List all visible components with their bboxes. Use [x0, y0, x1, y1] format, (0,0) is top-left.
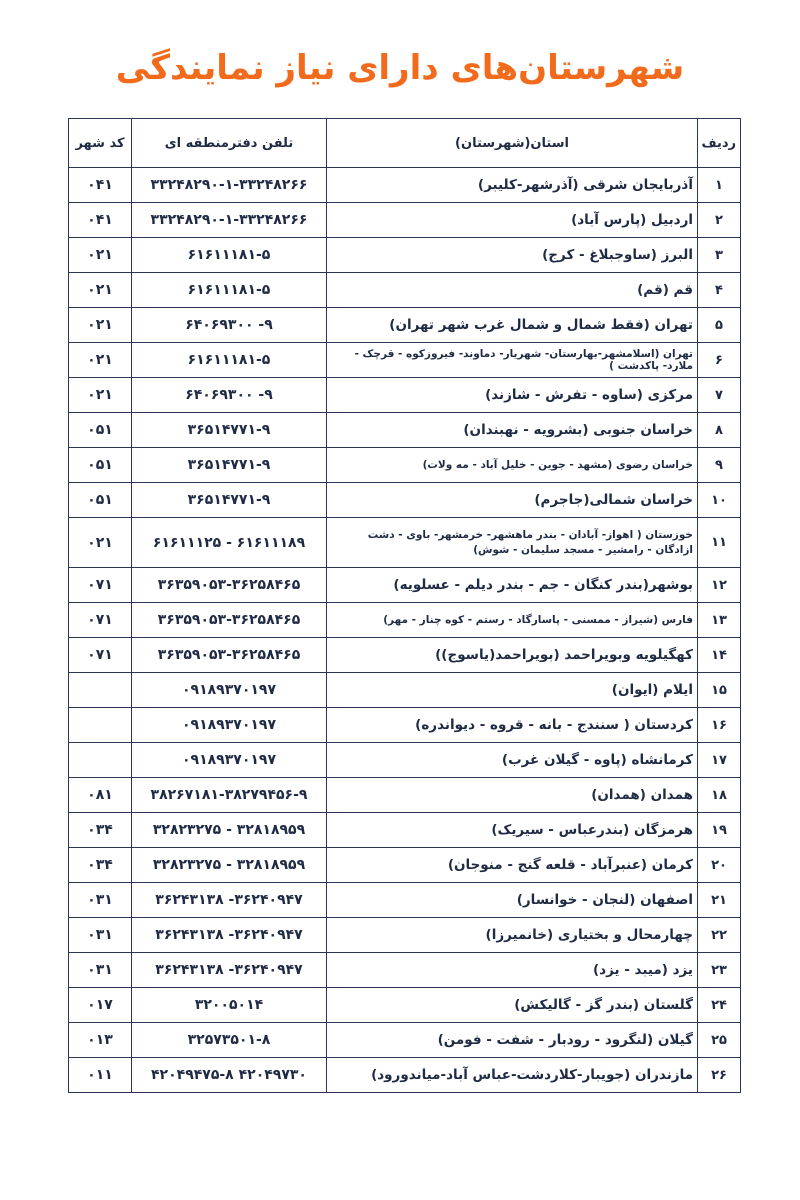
province-cell: گیلان (لنگرود - رودبار - شفت - فومن): [327, 1023, 698, 1058]
table-row: [69, 518, 741, 568]
row-number-cell: ۱۵: [698, 673, 741, 708]
city-code-cell: ۰۷۱: [69, 568, 132, 603]
phone-cell: ۳۲۵۷۳۵۰۱-۸: [132, 1023, 327, 1058]
province-cell: خراسان جنوبی (بشرویه - نهبندان): [327, 413, 698, 448]
phone-cell: ۳۶۵۱۴۷۷۱-۹: [132, 448, 327, 483]
city-code-cell: ۰۳۴: [69, 848, 132, 883]
province-cell: همدان (همدان): [327, 778, 698, 813]
row-number-cell: ۲۰: [698, 848, 741, 883]
table-row: [69, 203, 741, 238]
province-cell: کرمانشاه (پاوه - گیلان غرب): [327, 743, 698, 778]
row-number-cell: ۳: [698, 238, 741, 273]
phone-cell: ۳۶۲۴۳۱۳۸ -۳۶۲۴۰۹۴۷: [132, 883, 327, 918]
page-title: شهرستان‌های دارای نیاز نمایندگی: [115, 48, 685, 88]
table-row: [69, 918, 741, 953]
province-cell: مرکزی (ساوه - تفرش - شازند): [327, 378, 698, 413]
city-code-cell: ۰۱۱: [69, 1058, 132, 1093]
city-code-cell: ۰۲۱: [69, 343, 132, 378]
city-code-cell: ۰۲۱: [69, 308, 132, 343]
phone-cell: ۶۴۰۶۹۳۰۰ -۹: [132, 308, 327, 343]
province-cell: اردبیل (پارس آباد): [327, 203, 698, 238]
phone-cell: ۰۹۱۸۹۳۷۰۱۹۷: [132, 708, 327, 743]
province-cell: یزد (میبد - یزد): [327, 953, 698, 988]
city-code-cell: ۰۲۱: [69, 273, 132, 308]
city-code-cell: ۰۴۱: [69, 203, 132, 238]
row-number-cell: ۱۰: [698, 483, 741, 518]
phone-cell: ۳۳۲۴۸۲۹۰-۱-۳۳۲۴۸۲۶۶: [132, 203, 327, 238]
phone-cell: ۶۱۶۱۱۱۲۵ - ۶۱۶۱۱۱۸۹: [132, 518, 327, 568]
row-number-cell: ۱۶: [698, 708, 741, 743]
header-row-number: ردیف: [698, 119, 741, 168]
table-row: [69, 813, 741, 848]
city-code-cell: ۰۵۱: [69, 483, 132, 518]
phone-cell: ۶۴۰۶۹۳۰۰ -۹: [132, 378, 327, 413]
row-number-cell: ۲۲: [698, 918, 741, 953]
phone-cell: ۳۶۵۱۴۷۷۱-۹: [132, 413, 327, 448]
phone-cell: ۴۲۰۴۹۴۷۵-۸ ۴۲۰۴۹۷۳۰: [132, 1058, 327, 1093]
table-row: [69, 568, 741, 603]
agency-table: [68, 118, 741, 1093]
table-row: [69, 953, 741, 988]
city-code-cell: ۰۵۱: [69, 413, 132, 448]
row-number-cell: ۲۴: [698, 988, 741, 1023]
city-code-cell: ۰۳۱: [69, 918, 132, 953]
row-number-cell: ۷: [698, 378, 741, 413]
city-code-cell: ۰۳۱: [69, 883, 132, 918]
row-number-cell: ۲: [698, 203, 741, 238]
row-number-cell: ۱۷: [698, 743, 741, 778]
table-row: [69, 883, 741, 918]
header-city-code: کد شهر: [69, 119, 132, 168]
province-cell: کردستان ( سنندج - بانه - قروه - دیواندره): [327, 708, 698, 743]
table-row: [69, 848, 741, 883]
province-cell: اصفهان (لنجان - خوانسار): [327, 883, 698, 918]
province-cell: قم (قم): [327, 273, 698, 308]
phone-cell: ۳۸۲۶۷۱۸۱-۳۸۲۷۹۴۵۶-۹: [132, 778, 327, 813]
province-cell: البرز (ساوجبلاغ - کرج): [327, 238, 698, 273]
table-row: [69, 448, 741, 483]
table-body: [69, 168, 741, 1093]
table-row: [69, 308, 741, 343]
phone-cell: ۳۶۳۵۹۰۵۳-۳۶۲۵۸۴۶۵: [132, 603, 327, 638]
province-cell: خوزستان ( اهواز- آبادان - بندر ماهشهر- خرمشهر- باوی - دشت ازادگان - رامشیر - مسجد سلیمان - شوش): [327, 518, 698, 568]
table-row: [69, 1023, 741, 1058]
phone-cell: ۳۶۳۵۹۰۵۳-۳۶۲۵۸۴۶۵: [132, 568, 327, 603]
table-row: [69, 778, 741, 813]
row-number-cell: ۲۳: [698, 953, 741, 988]
table-header-row: [69, 119, 741, 168]
row-number-cell: ۵: [698, 308, 741, 343]
row-number-cell: ۶: [698, 343, 741, 378]
table-row: [69, 708, 741, 743]
province-cell: هرمزگان (بندرعباس - سیریک): [327, 813, 698, 848]
row-number-cell: ۱۲: [698, 568, 741, 603]
table-row: [69, 603, 741, 638]
table-row: [69, 988, 741, 1023]
city-code-cell: ۰۱۷: [69, 988, 132, 1023]
city-code-cell: ۰۳۴: [69, 813, 132, 848]
city-code-cell: ۰۴۱: [69, 168, 132, 203]
city-code-cell: [69, 708, 132, 743]
phone-cell: ۳۶۳۵۹۰۵۳-۳۶۲۵۸۴۶۵: [132, 638, 327, 673]
phone-cell: ۳۲۸۲۳۲۷۵ - ۳۲۸۱۸۹۵۹: [132, 813, 327, 848]
phone-cell: ۳۶۲۴۳۱۳۸ -۳۶۲۴۰۹۴۷: [132, 953, 327, 988]
row-number-cell: ۱۳: [698, 603, 741, 638]
table-row: [69, 378, 741, 413]
phone-cell: ۰۹۱۸۹۳۷۰۱۹۷: [132, 673, 327, 708]
phone-cell: ۶۱۶۱۱۱۸۱-۵: [132, 273, 327, 308]
phone-cell: ۶۱۶۱۱۱۸۱-۵: [132, 343, 327, 378]
header-province: استان(شهرستان): [327, 119, 698, 168]
row-number-cell: ۹: [698, 448, 741, 483]
table-row: [69, 743, 741, 778]
city-code-cell: ۰۷۱: [69, 638, 132, 673]
row-number-cell: ۱۴: [698, 638, 741, 673]
table-row: [69, 168, 741, 203]
city-code-cell: ۰۷۱: [69, 603, 132, 638]
province-cell: تهران (اسلامشهر-بهارستان- شهریار- دماوند- فیروزکوه - قرچک - ملارد- پاکدشت ): [327, 343, 698, 378]
row-number-cell: ۱: [698, 168, 741, 203]
row-number-cell: ۱۹: [698, 813, 741, 848]
row-number-cell: ۸: [698, 413, 741, 448]
table-row: [69, 413, 741, 448]
province-cell: ایلام (ایوان): [327, 673, 698, 708]
table-row: [69, 638, 741, 673]
table-row: [69, 273, 741, 308]
province-cell: کرمان (عنبرآباد - قلعه گنج - منوجان): [327, 848, 698, 883]
phone-cell: ۳۳۲۴۸۲۹۰-۱-۳۳۲۴۸۲۶۶: [132, 168, 327, 203]
phone-cell: ۶۱۶۱۱۱۸۱-۵: [132, 238, 327, 273]
city-code-cell: ۰۳۱: [69, 953, 132, 988]
province-cell: چهارمحال و بختیاری (خانمیرزا): [327, 918, 698, 953]
city-code-cell: [69, 743, 132, 778]
province-cell: خراسان رضوی (مشهد - جوین - خلیل آباد - مه ولات): [327, 448, 698, 483]
province-cell: گلستان (بندر گز - گالیکش): [327, 988, 698, 1023]
city-code-cell: ۰۸۱: [69, 778, 132, 813]
province-cell: آذربایجان شرقی (آذرشهر-کلیبر): [327, 168, 698, 203]
row-number-cell: ۱۱: [698, 518, 741, 568]
city-code-cell: ۰۲۱: [69, 238, 132, 273]
province-cell: تهران (فقط شمال و شمال غرب شهر تهران): [327, 308, 698, 343]
row-number-cell: ۴: [698, 273, 741, 308]
table-row: [69, 483, 741, 518]
table-row: [69, 238, 741, 273]
province-cell: فارس (شیراز - ممسنی - پاسارگاد - رستم - کوه چنار - مهر): [327, 603, 698, 638]
city-code-cell: ۰۲۱: [69, 518, 132, 568]
table-row: [69, 1058, 741, 1093]
row-number-cell: ۲۶: [698, 1058, 741, 1093]
city-code-cell: ۰۵۱: [69, 448, 132, 483]
province-cell: بوشهر(بندر کنگان - جم - بندر دیلم - عسلویه): [327, 568, 698, 603]
province-cell: مازندران (جویبار-کلاردشت-عباس آباد-میاندورود): [327, 1058, 698, 1093]
row-number-cell: ۱۸: [698, 778, 741, 813]
phone-cell: ۳۶۲۴۳۱۳۸ -۳۶۲۴۰۹۴۷: [132, 918, 327, 953]
phone-cell: ۳۶۵۱۴۷۷۱-۹: [132, 483, 327, 518]
phone-cell: ۳۲۸۲۳۲۷۵ - ۳۲۸۱۸۹۵۹: [132, 848, 327, 883]
phone-cell: ۳۲۰۰۵۰۱۴: [132, 988, 327, 1023]
row-number-cell: ۲۱: [698, 883, 741, 918]
province-cell: خراسان شمالی(جاجرم): [327, 483, 698, 518]
row-number-cell: ۲۵: [698, 1023, 741, 1058]
city-code-cell: ۰۲۱: [69, 378, 132, 413]
city-code-cell: [69, 673, 132, 708]
table-row: [69, 343, 741, 378]
province-cell: کهگیلویه وبویراحمد (بویراحمد(یاسوج)): [327, 638, 698, 673]
city-code-cell: ۰۱۳: [69, 1023, 132, 1058]
table-row: [69, 673, 741, 708]
phone-cell: ۰۹۱۸۹۳۷۰۱۹۷: [132, 743, 327, 778]
header-phone: تلفن دفترمنطقه ای: [132, 119, 327, 168]
